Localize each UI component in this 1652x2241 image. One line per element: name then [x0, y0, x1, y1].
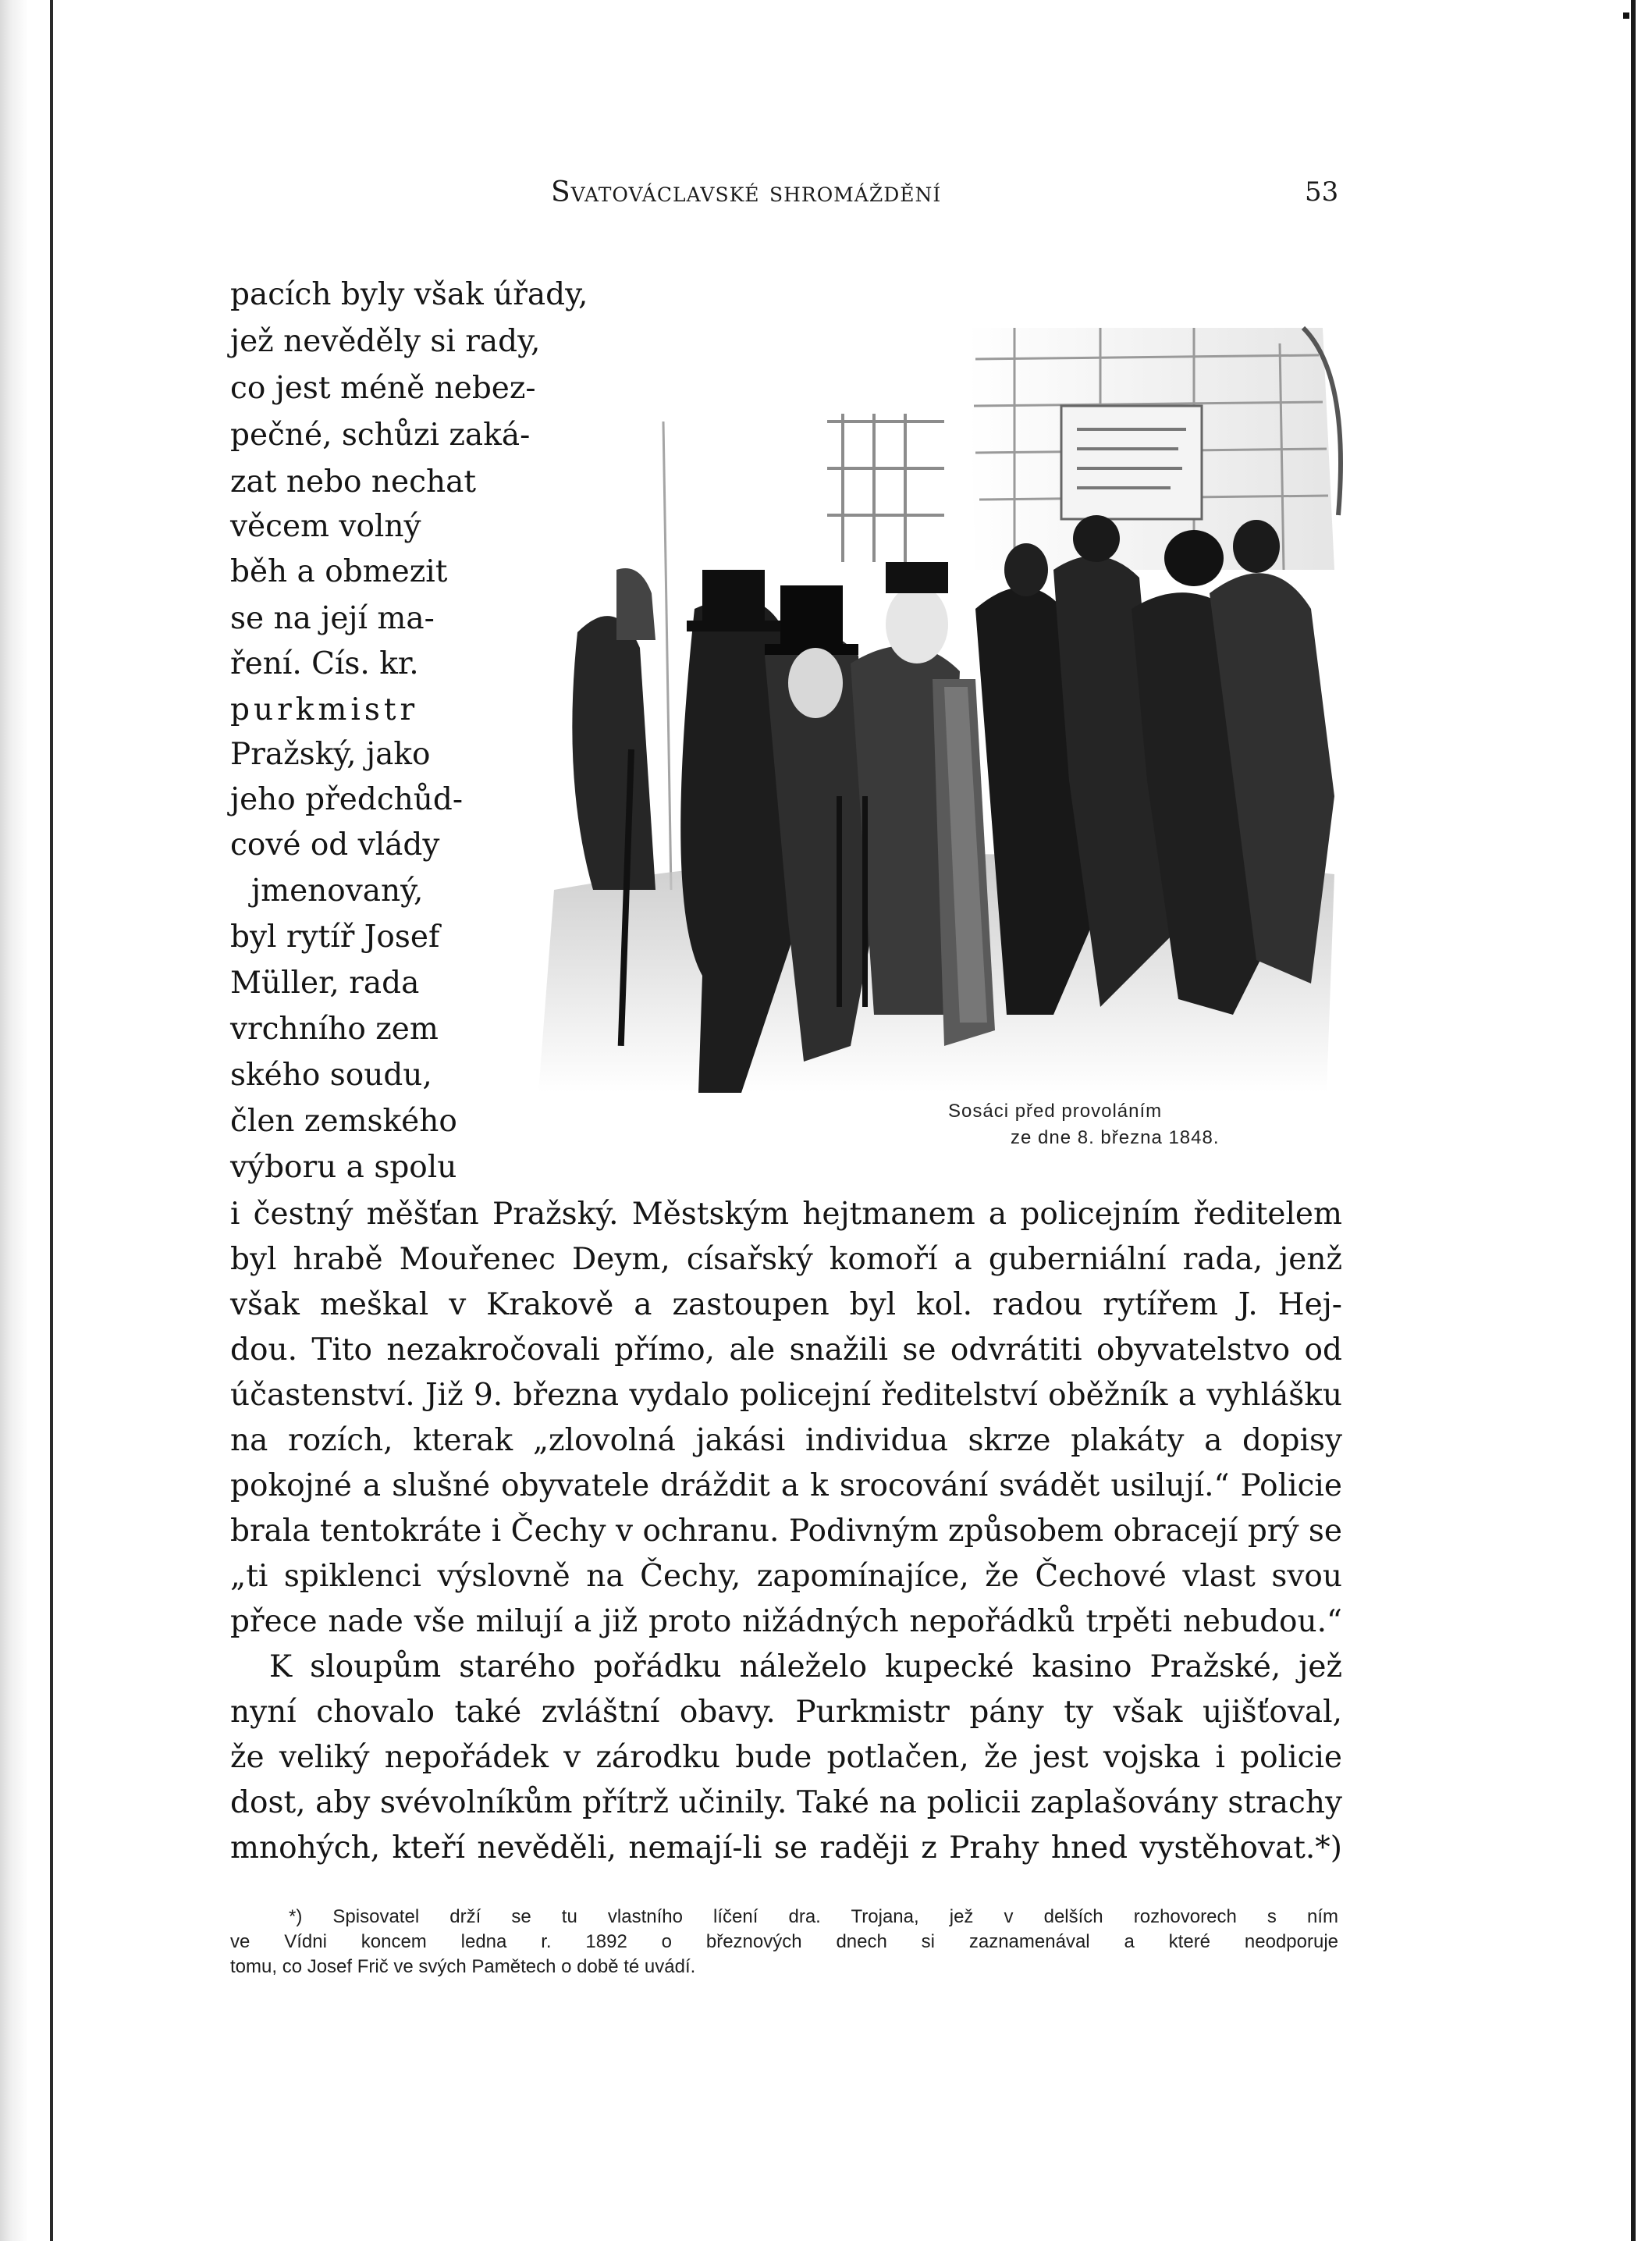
gutter-line [50, 0, 53, 2241]
body-line: dou. Tito nezakročovali přímo, ale snažili se odvrátiti obyvatelstvo od [230, 1332, 1342, 1368]
body-line: brala tentokráte i Čechy v ochranu. Podivným způsobem obracejí prý se [230, 1514, 1342, 1549]
body-line: „ti spiklenci výslovně na Čechy, zapomínajíce, že Čechové vlast svou [230, 1559, 1342, 1594]
body-line: na rozích, kterak „zlovolná jakási individua skrze plakáty a dopisy [230, 1423, 1342, 1458]
page-right-edge [1631, 0, 1636, 2241]
footnote-line: ve Vídni koncem ledna r. 1892 o březnových dnech si zaznamenával a které neodporuje [230, 1931, 1338, 1952]
body-line: účastenství. Již 9. března vydalo policejní ředitelství oběžník a vyhlášku [230, 1378, 1342, 1413]
body-line: K sloupům starého pořádku náleželo kupecké kasino Pražské, jež [269, 1649, 1342, 1684]
column-line: výboru a spolu [230, 1150, 457, 1185]
column-line: Pražský, jako [230, 737, 431, 772]
running-head: Svatováclavské shromáždění [551, 176, 942, 208]
column-line: jmenovaný, [251, 873, 424, 909]
body-line: nyní chovalo také zvláštní obavy. Purkmistr pány ty však ujišťoval, [230, 1695, 1342, 1730]
column-line: se na její ma- [230, 601, 435, 636]
column-line: byl rytíř Josef [230, 920, 440, 955]
footnote-line: *) Spisovatel drží se tu vlastního líčení dra. Trojana, jež v delších rozhovorech s ním [289, 1906, 1338, 1927]
body-line: mnohých, kteří nevěděli, nemají-li se raději z Prahy hned vystěhovat.*) [230, 1830, 1342, 1866]
body-line: dost, aby svévolníkům přítrž učinily. Také na policii zaplašovány strachy [230, 1785, 1342, 1820]
illustration-caption-line: Sosáci před provoláním [948, 1101, 1163, 1122]
column-line: ření. Cís. kr. [230, 646, 419, 681]
column-line: pacích byly však úřady, [230, 277, 588, 312]
body-line: byl hrabě Mouřenec Deym, císařský komoří a guberniální rada, jenž [230, 1242, 1342, 1277]
illustration-caption-line: ze dne 8. března 1848. [1011, 1127, 1220, 1148]
body-line: že veliký nepořádek v zárodku bude potlačen, že jest vojska i policie [230, 1740, 1342, 1775]
column-line: vrchního zem [230, 1012, 439, 1047]
column-line: purkmistr [230, 692, 419, 727]
column-line: cové od vlády [230, 827, 440, 863]
footnote-line: tomu, co Josef Frič ve svých Pamětech o době té uvádí. [230, 1956, 696, 1977]
body-line: však meškal v Krakově a zastoupen byl kol. radou rytířem J. Hej- [230, 1287, 1342, 1322]
column-line: člen zemského [230, 1104, 457, 1139]
body-line: i čestný měšťan Pražský. Městským hejtmanem a policejním ředitelem [230, 1197, 1342, 1232]
scan-corner-mark [1623, 12, 1629, 19]
page-binding-shadow [0, 0, 28, 2241]
column-line: jeho předchůd- [230, 782, 464, 817]
column-line: věcem volný [230, 509, 421, 544]
crowd-illustration [507, 312, 1370, 1093]
column-line: Müller, rada [230, 966, 420, 1001]
body-line: pokojné a slušné obyvatele dráždit a k srocování svádět usilují.“ Policie [230, 1468, 1342, 1503]
proclamation-poster [1061, 406, 1202, 519]
column-line: pečné, schůzi zaká- [230, 418, 531, 453]
body-line: přece nade vše milují a již proto nižádných nepořádků trpěti nebudou.“ [230, 1604, 1342, 1639]
column-line: ského soudu, [230, 1058, 432, 1093]
page-number: 53 [1305, 176, 1339, 208]
column-line: co jest méně nebez- [230, 371, 536, 406]
column-line: zat nebo nechat [230, 464, 476, 500]
column-line: běh a obmezit [230, 554, 448, 589]
column-line: jež nevěděly si rady, [230, 324, 541, 359]
